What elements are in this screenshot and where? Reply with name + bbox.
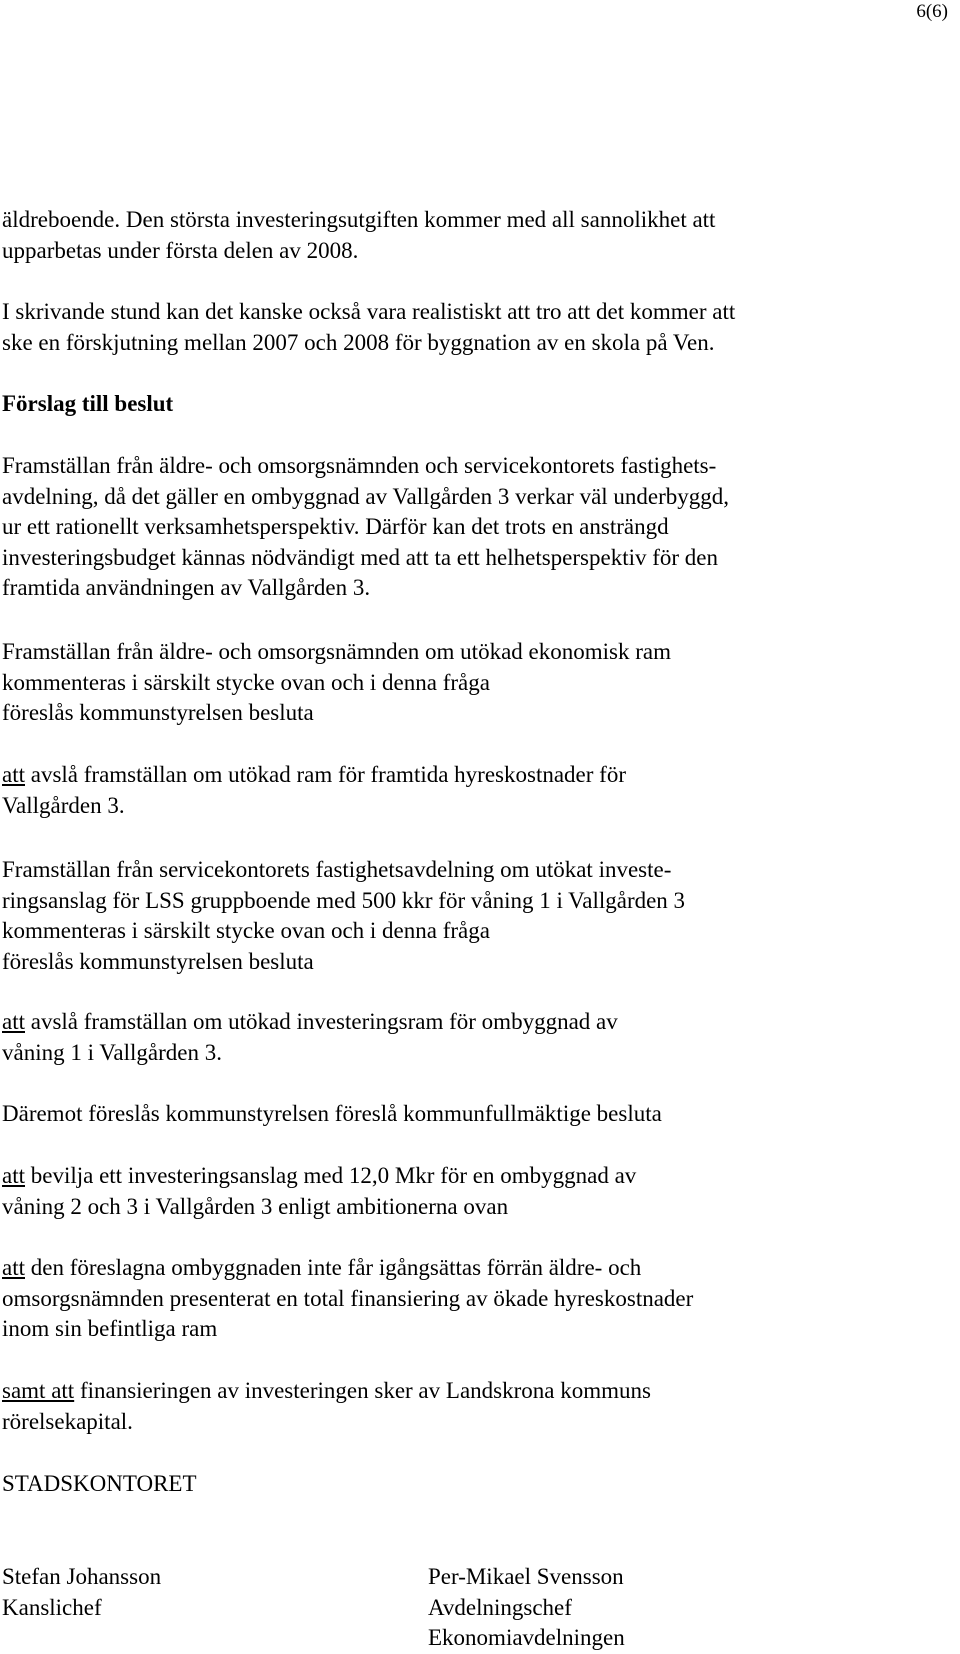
att-keyword: att [2, 762, 25, 787]
att-keyword: att [2, 1255, 25, 1280]
text-line: omsorgsnämnden presenterat en total finansiering av ökade hyreskostnader [2, 1285, 694, 1311]
page-number: 6(6) [916, 1, 948, 22]
text-line: I skrivande stund kan det kanske också vara realistiskt att tro att det kommer att [2, 299, 736, 324]
decision-4 [2, 1253, 952, 1345]
signatory-name: Stefan Johansson [2, 1564, 162, 1589]
text-line: äldreboende. Den största investeringsutgiften kommer med all sannolikhet att [2, 207, 716, 232]
decision-text: finansieringen av investeringen sker av Landskrona kommuns [74, 1378, 651, 1403]
text-line [2, 760, 952, 791]
text-line: våning 2 och 3 i Vallgården 3 enligt ambitionerna ovan [2, 1193, 509, 1219]
text-line: Framställan från servicekontorets fastighetsavdelning om utökat investe- [2, 857, 672, 882]
decision-text: bevilja ett investeringsanslag med 12,0 Mkr för en ombyggnad av [25, 1163, 637, 1188]
request-paragraph-1 [2, 451, 952, 604]
request-paragraph-3 [2, 855, 952, 977]
att-keyword: att [2, 1009, 25, 1034]
text-line: Vallgården 3. [2, 792, 125, 818]
text-line: inom sin befintliga ram [2, 1316, 218, 1341]
text-line: ske en förskjutning mellan 2007 och 2008 för byggnation av en skola på Ven. [2, 329, 715, 355]
decision-1 [2, 760, 952, 821]
however-paragraph [2, 1099, 952, 1130]
request-paragraph-2 [2, 637, 952, 729]
text-line: ur ett rationellt verksamhetsperspektiv. Därför kan det trots en ansträngd [2, 514, 669, 539]
signature-block-1 [2, 1562, 161, 1623]
decision-2 [2, 1007, 952, 1068]
text-line: Framställan från äldre- och omsorgsnämnden och servicekontorets fastighets- [2, 453, 717, 478]
text-line: investeringsbudget kännas nödvändigt med att ta ett helhetsperspektiv för den [2, 544, 719, 570]
text-line [2, 1007, 952, 1038]
att-keyword: samt att [2, 1378, 75, 1403]
decision-text: den föreslagna ombyggnaden inte får igångsättas förrän äldre- och [25, 1255, 642, 1280]
text-line: upparbetas under första delen av 2008. [2, 237, 359, 263]
text-line: rörelsekapital. [2, 1408, 133, 1434]
signature-block-2 [428, 1562, 625, 1654]
text-line: avdelning, då det gäller en ombyggnad av Vallgården 3 verkar väl underbyggd, [2, 483, 730, 509]
text-line: kommenteras i särskilt stycke ovan och i denna fråga [2, 918, 490, 943]
text-line [2, 1253, 952, 1284]
text-line: föreslås kommunstyrelsen besluta [2, 700, 314, 725]
signatory-department: Ekonomiavdelningen [428, 1625, 625, 1650]
att-keyword: att [2, 1163, 25, 1188]
decision-3 [2, 1161, 952, 1222]
text-line: Framställan från äldre- och omsorgsnämnden om utökad ekonomisk ram [2, 639, 671, 664]
text-line [2, 1161, 952, 1192]
text-line: föreslås kommunstyrelsen besluta [2, 948, 314, 974]
text-line: Däremot föreslås kommunstyrelsen föreslå kommunfullmäktige besluta [2, 1101, 662, 1126]
signatory-name: Per-Mikael Svensson [428, 1564, 624, 1589]
signatory-title: Kanslichef [2, 1594, 102, 1620]
intro-paragraph [2, 205, 952, 266]
office-name: STADSKONTORET [2, 1471, 197, 1496]
text-line: framtida användningen av Vallgården 3. [2, 575, 371, 600]
decision-text: avslå framställan om utökad ram för framtida hyreskostnader för [25, 762, 626, 787]
text-line: kommenteras i särskilt stycke ovan och i denna fråga [2, 669, 490, 695]
section-heading: Förslag till beslut [2, 391, 174, 416]
decision-text: avslå framställan om utökad investeringsram för ombyggnad av [25, 1009, 618, 1034]
decision-5 [2, 1376, 952, 1437]
delay-paragraph [2, 297, 952, 358]
signatory-title: Avdelningschef [428, 1594, 572, 1620]
text-line: ringsanslag för LSS gruppboende med 500 kkr för våning 1 i Vallgården 3 [2, 887, 686, 913]
text-line: våning 1 i Vallgården 3. [2, 1039, 222, 1065]
text-line [2, 1376, 952, 1407]
